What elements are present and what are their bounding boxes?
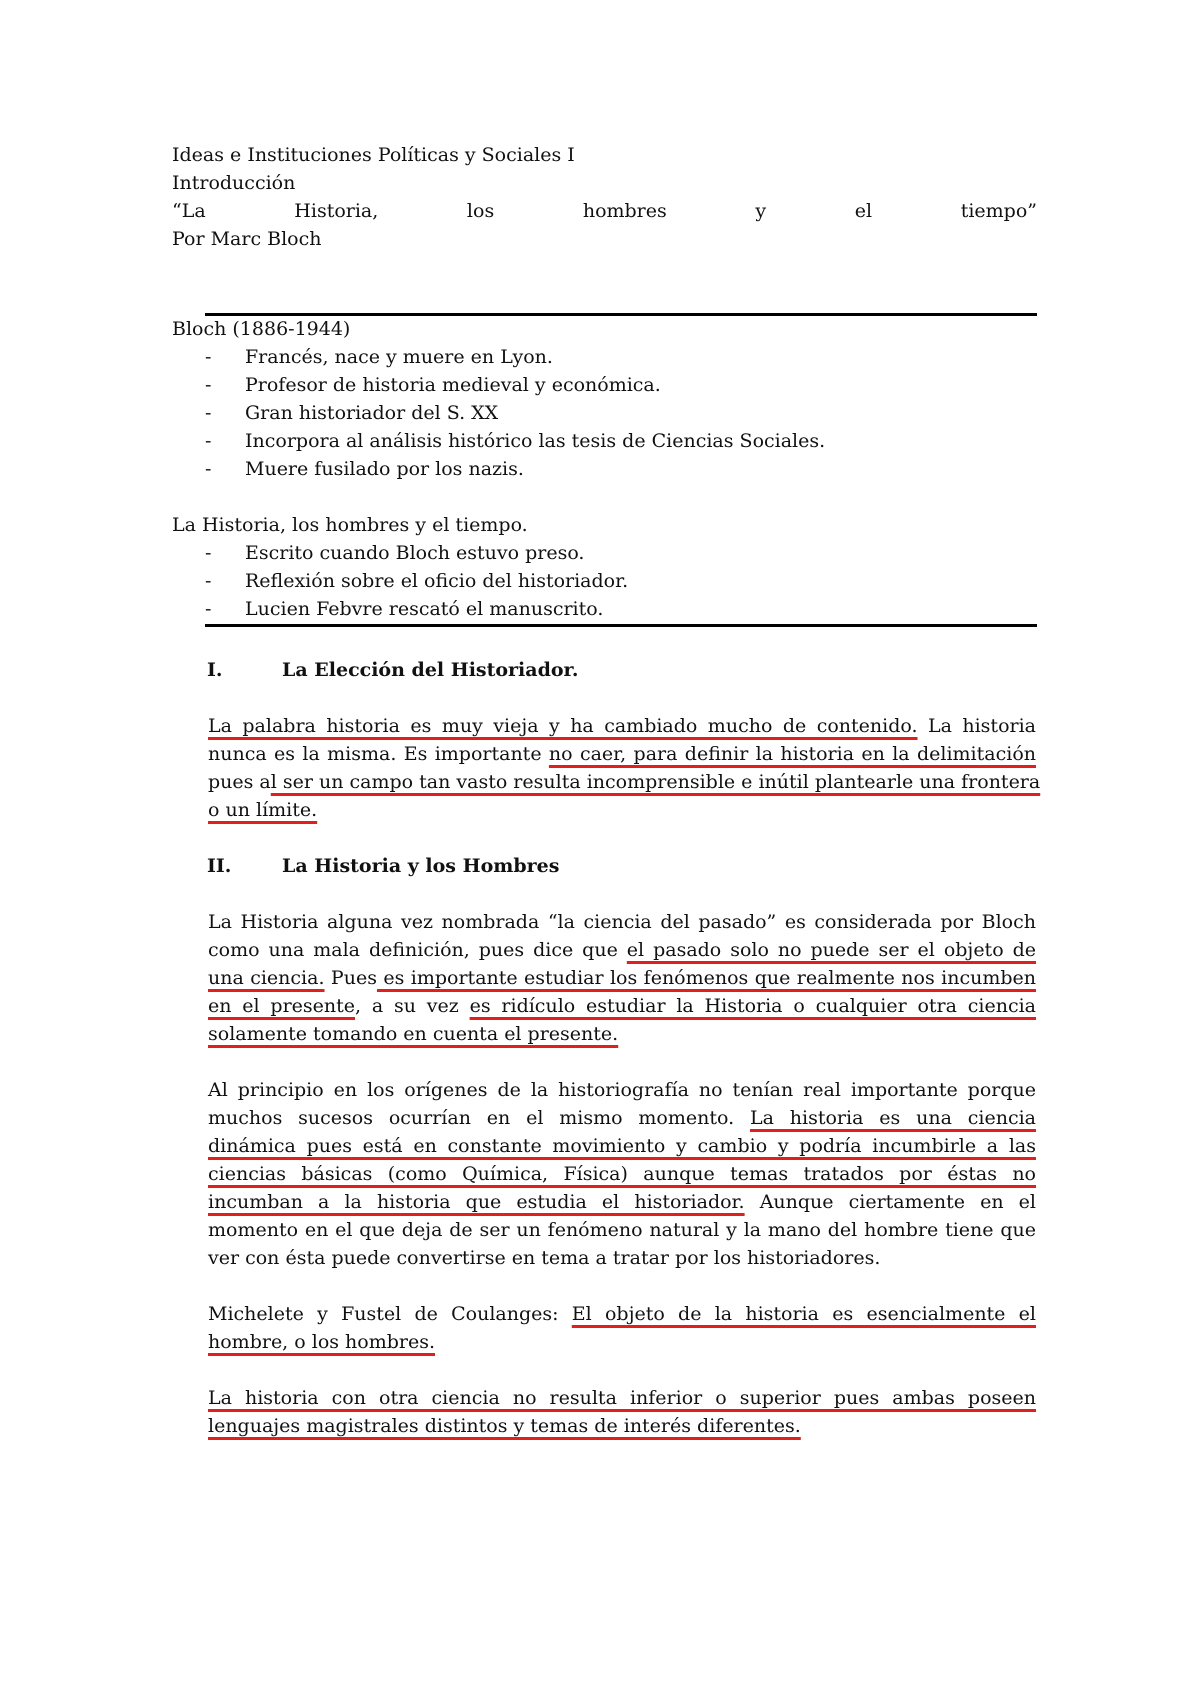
section-title: Introducción	[172, 172, 296, 194]
title-word: hombres	[582, 200, 667, 222]
paragraph: La historia con otra ciencia no resulta inferior o superior pues ambas poseen lenguajes magistrales distintos y temas de interés diferentes.	[208, 1387, 1036, 1437]
title-word: el	[854, 200, 873, 222]
book-item: - Escrito cuando Bloch estuvo preso.	[205, 542, 585, 564]
bio-item: - Muere fusilado por los nazis.	[205, 458, 524, 480]
bio-item: - Incorpora al análisis histórico las tesis de Ciencias Sociales.	[205, 430, 826, 452]
document-title	[172, 197, 1037, 225]
paragraph: La Historia alguna vez nombrada “la ciencia del pasado” es considerada por Bloch como una mala definición, pues dice que el pasado solo no puede ser el objeto de una ciencia. Pues es importante estudiar los fenómenos que realmente nos incumben en el presente, a su vez es ridículo estudiar la Historia o cualquier otra ciencia solamente tomando en cuenta el presente.	[208, 911, 1037, 1045]
title-word: los	[466, 200, 495, 222]
title-word: Historia,	[294, 200, 379, 222]
book-item: - Lucien Febvre rescató el manuscrito.	[205, 598, 604, 620]
title-word: tiempo”	[960, 200, 1037, 222]
title-word: y	[755, 200, 767, 222]
book-item: - Reflexión sobre el oficio del historiador.	[205, 570, 629, 592]
bio-item: - Profesor de historia medieval y económica.	[205, 374, 661, 396]
bio-heading: Bloch (1886-1944)	[172, 318, 351, 340]
bio-item: - Francés, nace y muere en Lyon.	[205, 346, 553, 368]
bio-item: - Gran historiador del S. XX	[205, 402, 499, 424]
section-heading: II. La Historia y los Hombres	[207, 855, 560, 877]
paragraph: La palabra historia es muy vieja y ha cambiado mucho de contenido. La historia nunca es la misma. Es importante no caer, para definir la historia en la delimitación pues al ser un campo tan vasto resulta incomprensible e inútil plantearle una frontera o un límite.	[208, 715, 1041, 821]
paragraph: Michelete y Fustel de Coulanges: El objeto de la historia es esencialmente el hombre, o los hombres.	[208, 1303, 1036, 1353]
section-heading: I. La Elección del Historiador.	[207, 659, 579, 681]
title-word: “La	[172, 200, 206, 222]
course-title: Ideas e Instituciones Políticas y Sociales I	[172, 144, 575, 166]
paragraph: Al principio en los orígenes de la historiografía no tenían real importante porque muchos sucesos ocurrían en el mismo momento. La historia es una ciencia dinámica pues está en constante movimiento y cambio y podría incumbirle a las ciencias básicas (como Química, Física) aunque temas tratados por éstas no incumban a la historia que estudia el historiador. Aunque ciertamente en el momento en el que deja de ser un fenómeno natural y la mano del hombre tiene que ver con ésta puede convertirse en tema a tratar por los historiadores.	[208, 1079, 1037, 1269]
divider-bottom	[205, 624, 1037, 627]
author-line: Por Marc Bloch	[172, 228, 322, 250]
book-heading: La Historia, los hombres y el tiempo.	[172, 514, 528, 536]
